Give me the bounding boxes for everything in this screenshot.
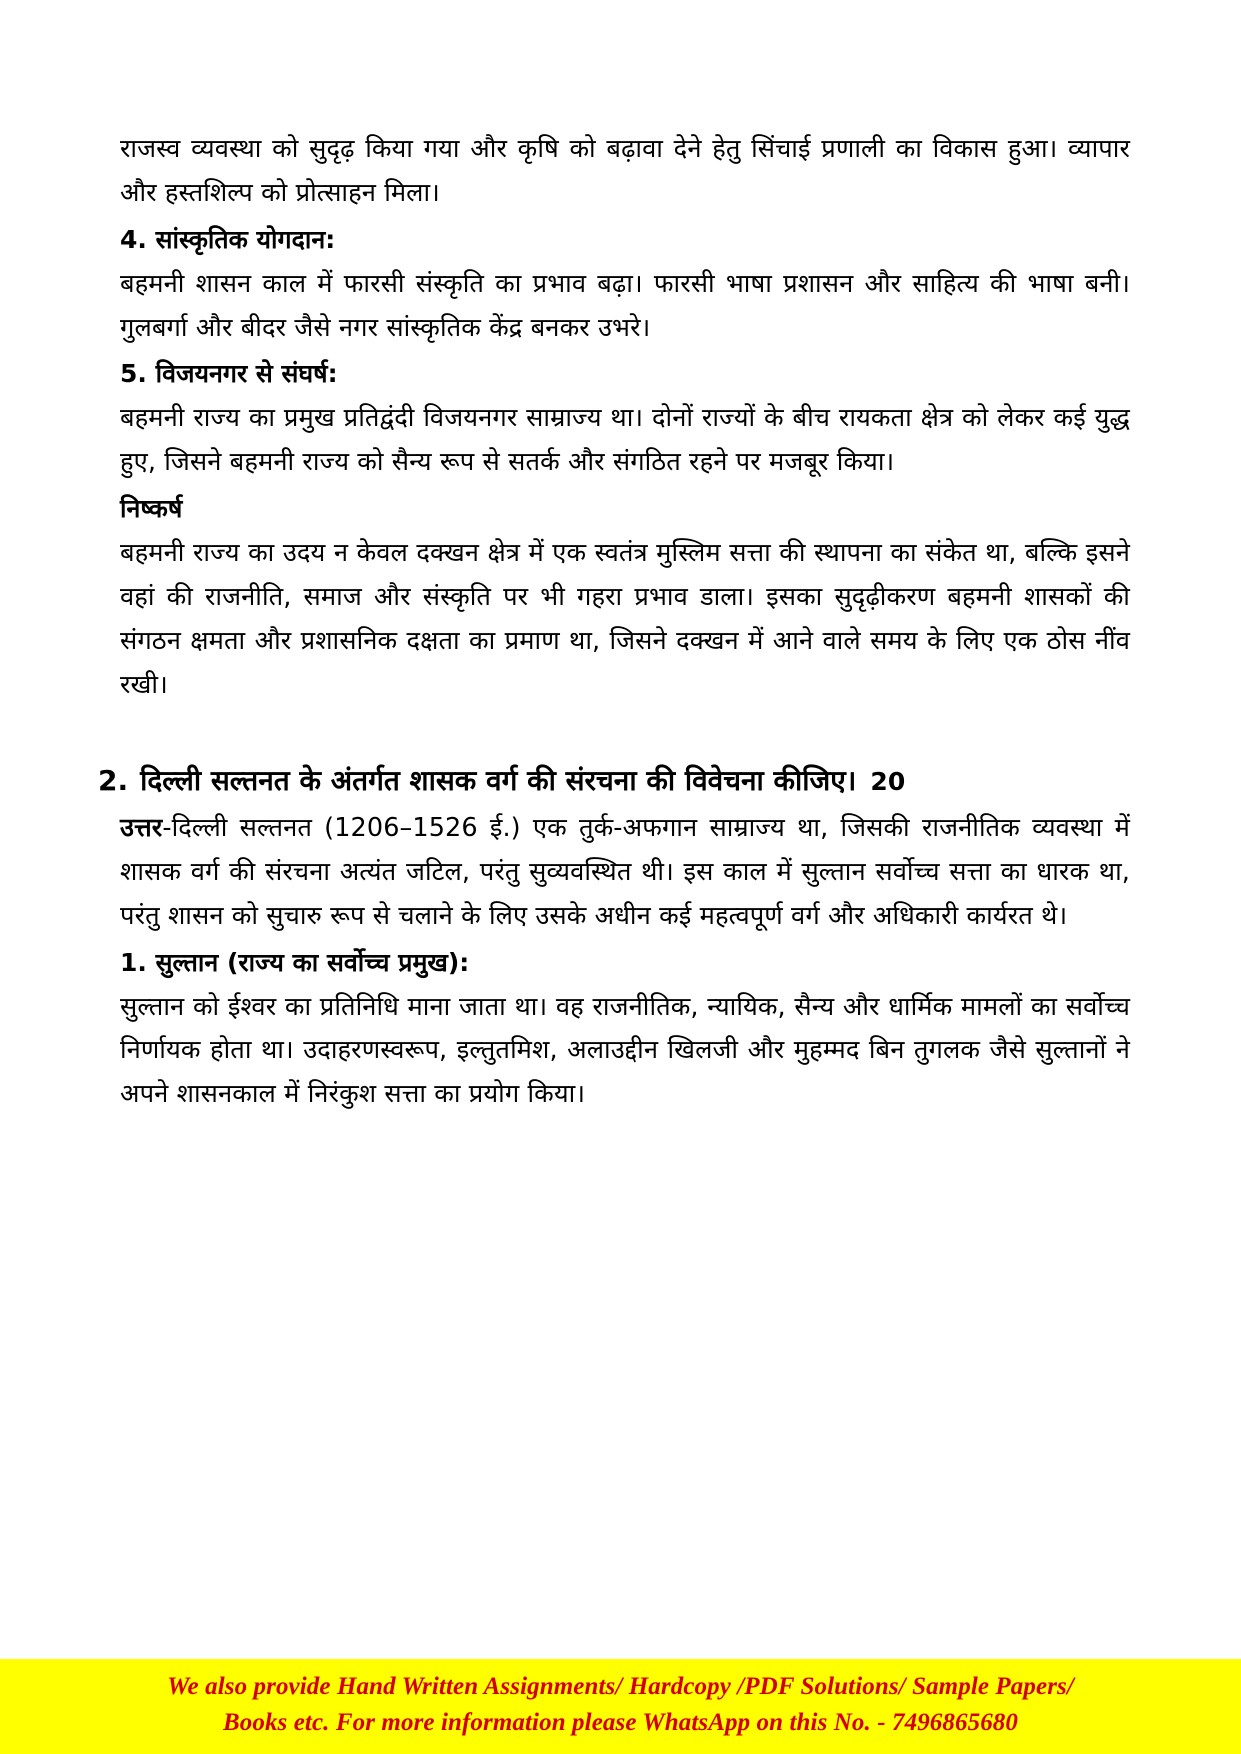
heading-cultural-contribution: 4. सांस्कृतिक योगदान: bbox=[120, 224, 336, 254]
question-block bbox=[98, 758, 1130, 803]
promo-footer bbox=[0, 1659, 1241, 1754]
promo-footer-line-1: We also provide Hand Written Assignments/ Hardcopy /PDF Solutions/ Sample Papers/ bbox=[167, 1673, 1074, 1700]
question-number: 2. bbox=[98, 763, 129, 797]
paragraph-cultural-contribution: बहमनी शासन काल में फारसी संस्कृति का प्रभाव बढ़ा। फारसी भाषा प्रशासन और साहित्य की भाषा बनी। गुलबर्गा और बीदर जैसे नगर सांस्कृतिक केंद्र बनकर उभरे। bbox=[120, 268, 1130, 343]
heading-vijayanagar-conflict: 5. विजयनगर से संघर्ष: bbox=[120, 359, 338, 389]
paragraph-revenue-system: राजस्व व्यवस्था को सुदृढ़ किया गया और कृषि को बढ़ावा देने हेतु सिंचाई प्रणाली का विकास हुआ। व्यापार और हस्तशिल्प को प्रोत्साहन मिला। bbox=[120, 134, 1130, 208]
answer-label: उत्तर bbox=[120, 812, 163, 843]
section-spacer bbox=[120, 710, 1130, 752]
question-text bbox=[140, 758, 1092, 803]
document-content bbox=[98, 128, 1130, 1119]
paragraph-sultan: सुल्तान को ईश्वर का प्रतिनिधि माना जाता था। वह राजनीतिक, न्यायिक, सैन्य और धार्मिक मामलों का सर्वोच्च निर्णायक होता था। उदाहरणस्वरूप, इल्तुतमिश, अलाउद्दीन खिलजी और मुहम्मद बिन तुगलक जैसे सुल्तानों ने अपने शासनकाल में निरंकुश सत्ता का प्रयोग किया। bbox=[120, 991, 1130, 1110]
answer-intro-text: -दिल्ली सल्तनत (1206–1526 ई.) एक तुर्क-अफगान साम्राज्य था, जिसकी राजनीतिक व्यवस्था में शासक वर्ग की संरचना अत्यंत जटिल, परंतु सुव्यवस्थित थी। इस काल में सुल्तान सर्वोच्च सत्ता का धारक था, परंतु शासन को सुचारु रूप से चलाने के लिए उसके अधीन कई महत्वपूर्ण वर्ग और अधिकारी कार्यरत थे। bbox=[120, 812, 1130, 931]
question-marks: 20 bbox=[870, 766, 906, 796]
answer-intro-paragraph bbox=[120, 807, 1130, 939]
heading-sultan: 1. सुल्तान (राज्य का सर्वोच्च प्रमुख): bbox=[120, 947, 470, 977]
paragraph-vijayanagar-conflict: बहमनी राज्य का प्रमुख प्रतिद्वंदी विजयनगर साम्राज्य था। दोनों राज्यों के बीच रायकता क्षेत्र को लेकर कई युद्ध हुए, जिसने बहमनी राज्य को सैन्य रूप से सतर्क और संगठित रहने पर मजबूर किया। bbox=[120, 403, 1130, 478]
question-statement: दिल्ली सल्तनत के अंतर्गत शासक वर्ग की संरचना की विवेचना कीजिए। bbox=[140, 763, 857, 797]
paragraph-conclusion: बहमनी राज्य का उदय न केवल दक्खन क्षेत्र में एक स्वतंत्र मुस्लिम सत्ता की स्थापना का संकेत था, बल्कि इसने वहां की राजनीति, समाज और संस्कृति पर भी गहरा प्रभाव डाला। इसका सुदृढ़ीकरण बहमनी शासकों की संगठन क्षमता और प्रशासनिक दक्षता का प्रमाण था, जिसने दक्खन में आने वाले समय के लिए एक ठोस नींव रखी। bbox=[120, 538, 1130, 700]
heading-conclusion: निष्कर्ष bbox=[120, 494, 183, 524]
promo-footer-line-2: Books etc. For more information please WhatsApp on this No. - 7496865680 bbox=[222, 1708, 1019, 1736]
